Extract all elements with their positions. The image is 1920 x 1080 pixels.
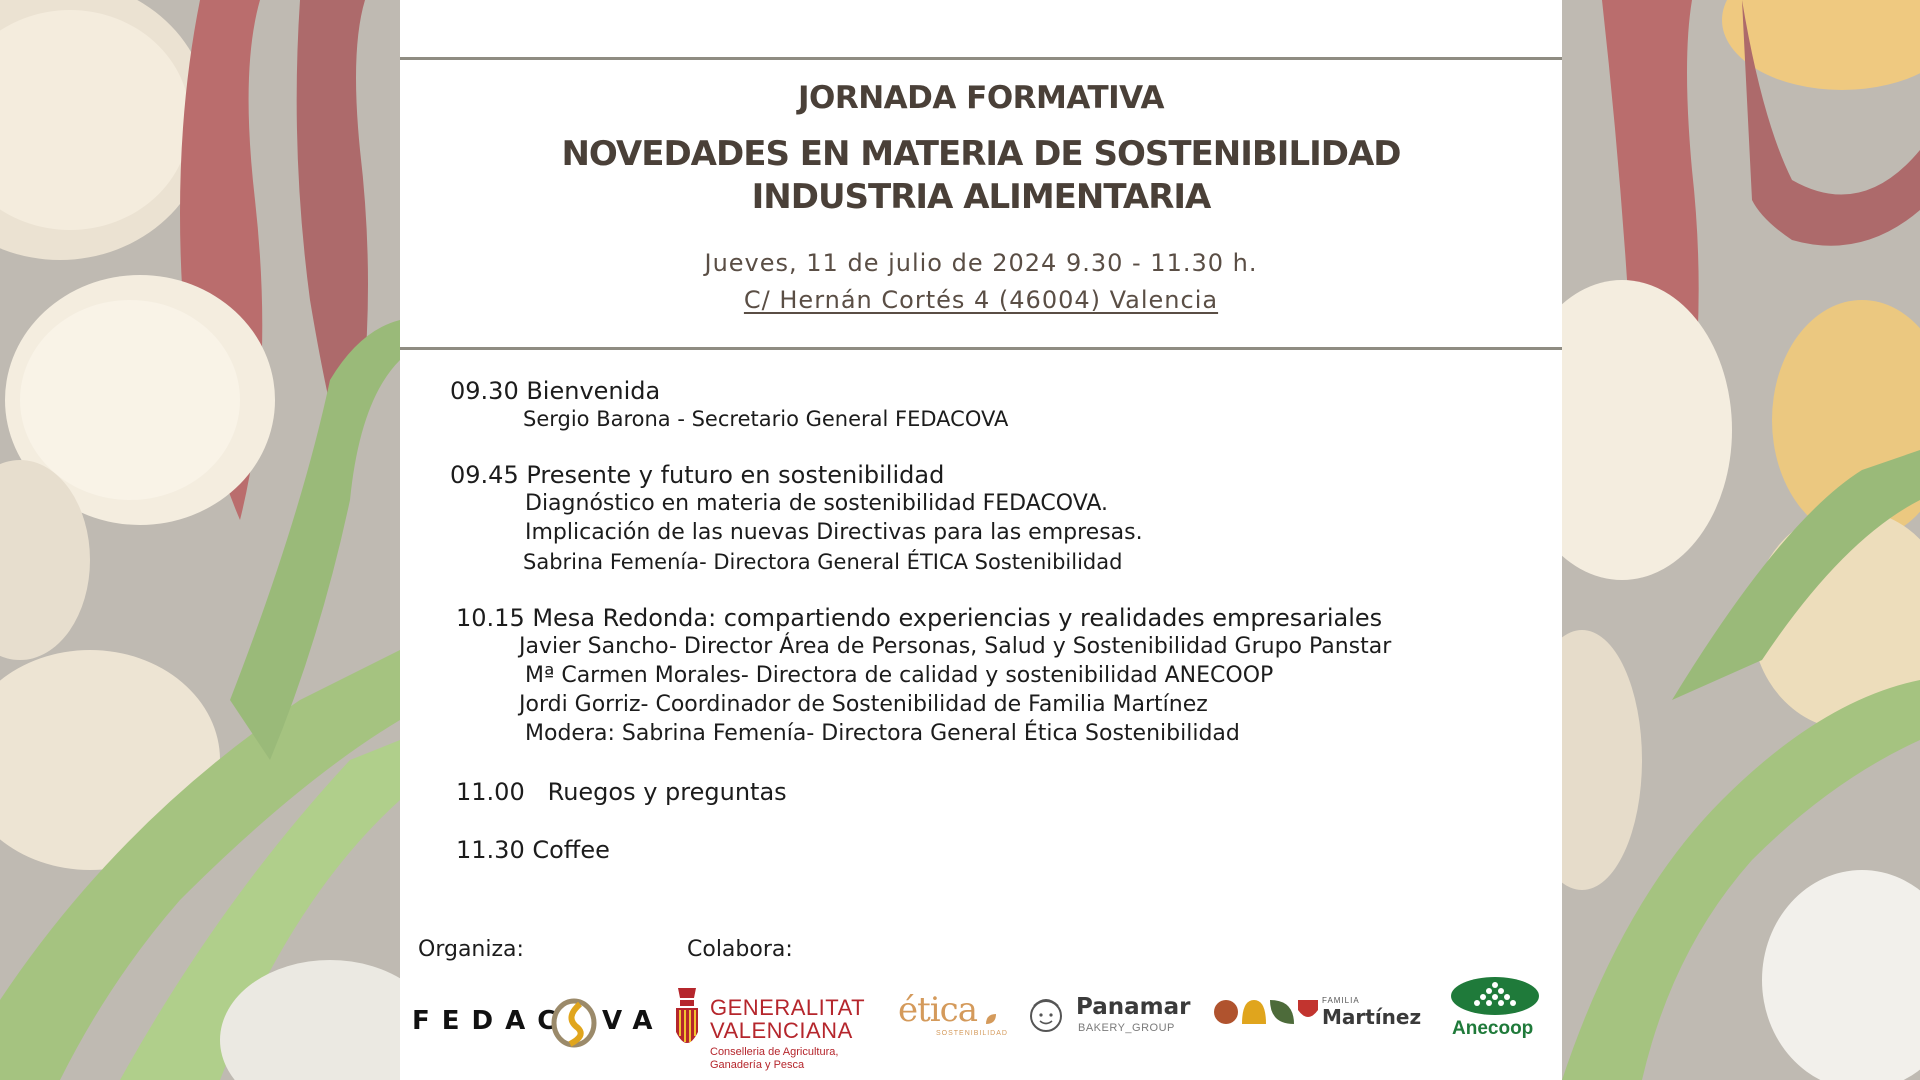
- agenda-item-heading: 11.00 Ruegos y preguntas: [456, 778, 787, 806]
- main-panel: [400, 0, 1562, 1080]
- agenda-item-detail: Sabrina Femenía- Directora General ÉTICA Sostenibilidad: [523, 550, 1123, 574]
- fedacova-logo-text-left: FEDAC: [412, 1006, 569, 1036]
- anecoop-dots-icon: [1450, 976, 1540, 1016]
- familia-martinez-logo: [1214, 994, 1422, 1030]
- colabora-label: Colabora:: [687, 937, 793, 962]
- event-title-line2: INDUSTRIA ALIMENTARIA: [751, 177, 1211, 217]
- agenda-item-heading: 10.15 Mesa Redonda: compartiendo experiencias y realidades empresariales: [456, 604, 1383, 632]
- martinez-shapes-icon: [1214, 998, 1318, 1026]
- event-type: JORNADA FORMATIVA: [797, 80, 1165, 116]
- background-vegetables-right: [1562, 0, 1920, 1080]
- panamar-baker-icon: [1026, 996, 1070, 1036]
- event-date: Jueves, 11 de julio de 2024 9.30 - 11.30 h.: [704, 249, 1258, 277]
- anecoop-logo-text: Anecoop: [1452, 1018, 1534, 1039]
- panamar-logo-text: Panamar: [1076, 994, 1191, 1020]
- agenda-item-detail: Mª Carmen Morales- Directora de calidad y sostenibilidad ANECOOP: [525, 663, 1274, 688]
- anecoop-logo: [1446, 976, 1546, 1042]
- mid-divider: [400, 347, 1562, 350]
- agenda-item-detail: Jordi Gorriz- Coordinador de Sostenibilidad de Familia Martínez: [519, 692, 1208, 717]
- generalitat-line2: VALENCIANA: [710, 1018, 853, 1043]
- etica-leaf-icon: [984, 1012, 998, 1026]
- martinez-logo-subtext: FAMILIA: [1322, 996, 1360, 1005]
- agenda-item-detail: Javier Sancho- Director Área de Personas, Salud y Sostenibilidad Grupo Panstar: [519, 634, 1392, 659]
- vegetables-right-image: [1562, 0, 1920, 1080]
- organiza-label: Organiza:: [418, 937, 524, 962]
- fedacova-logo: [412, 998, 665, 1048]
- generalitat-line1: GENERALITAT: [710, 995, 866, 1020]
- panamar-logo: [1026, 994, 1191, 1040]
- generalitat-sub1: Conselleria de Agricultura,: [710, 1046, 839, 1058]
- etica-logo-subtext: SOSTENIBILIDAD: [936, 1030, 1008, 1037]
- etica-logo: [898, 990, 1008, 1040]
- etica-logo-text: ética: [898, 990, 977, 1030]
- agenda-item-heading: 11.30 Coffee: [456, 836, 610, 864]
- vegetables-left-image: [0, 0, 400, 1080]
- event-title-line1: NOVEDADES EN MATERIA DE SOSTENIBILIDAD: [561, 134, 1401, 174]
- generalitat-valenciana-logo: [672, 982, 866, 1071]
- agenda-item-heading: 09.45 Presente y futuro en sostenibilidad: [450, 461, 945, 489]
- panamar-logo-subtext: BAKERY_GROUP: [1078, 1022, 1175, 1034]
- background-vegetables-left: [0, 0, 400, 1080]
- agenda-item-detail: Sergio Barona - Secretario General FEDACOVA: [523, 407, 1009, 431]
- generalitat-crest-icon: [672, 982, 702, 1058]
- martinez-logo-text: Martínez: [1322, 1005, 1422, 1029]
- fedacova-logo-text-right: VA: [602, 1006, 665, 1036]
- agenda-item-detail: Diagnóstico en materia de sostenibilidad FEDACOVA.: [525, 491, 1108, 516]
- generalitat-sub2: Ganadería y Pesca: [710, 1059, 805, 1071]
- event-address-link[interactable]: C/ Hernán Cortés 4 (46004) Valencia: [743, 286, 1219, 314]
- agenda-item-detail: Implicación de las nuevas Directivas para las empresas.: [525, 520, 1143, 545]
- fedacova-o-icon: [550, 998, 598, 1048]
- agenda-item-heading: 09.30 Bienvenida: [450, 377, 661, 405]
- agenda-item-detail: Modera: Sabrina Femenía- Directora General Ética Sostenibilidad: [525, 721, 1240, 746]
- top-divider: [400, 57, 1562, 60]
